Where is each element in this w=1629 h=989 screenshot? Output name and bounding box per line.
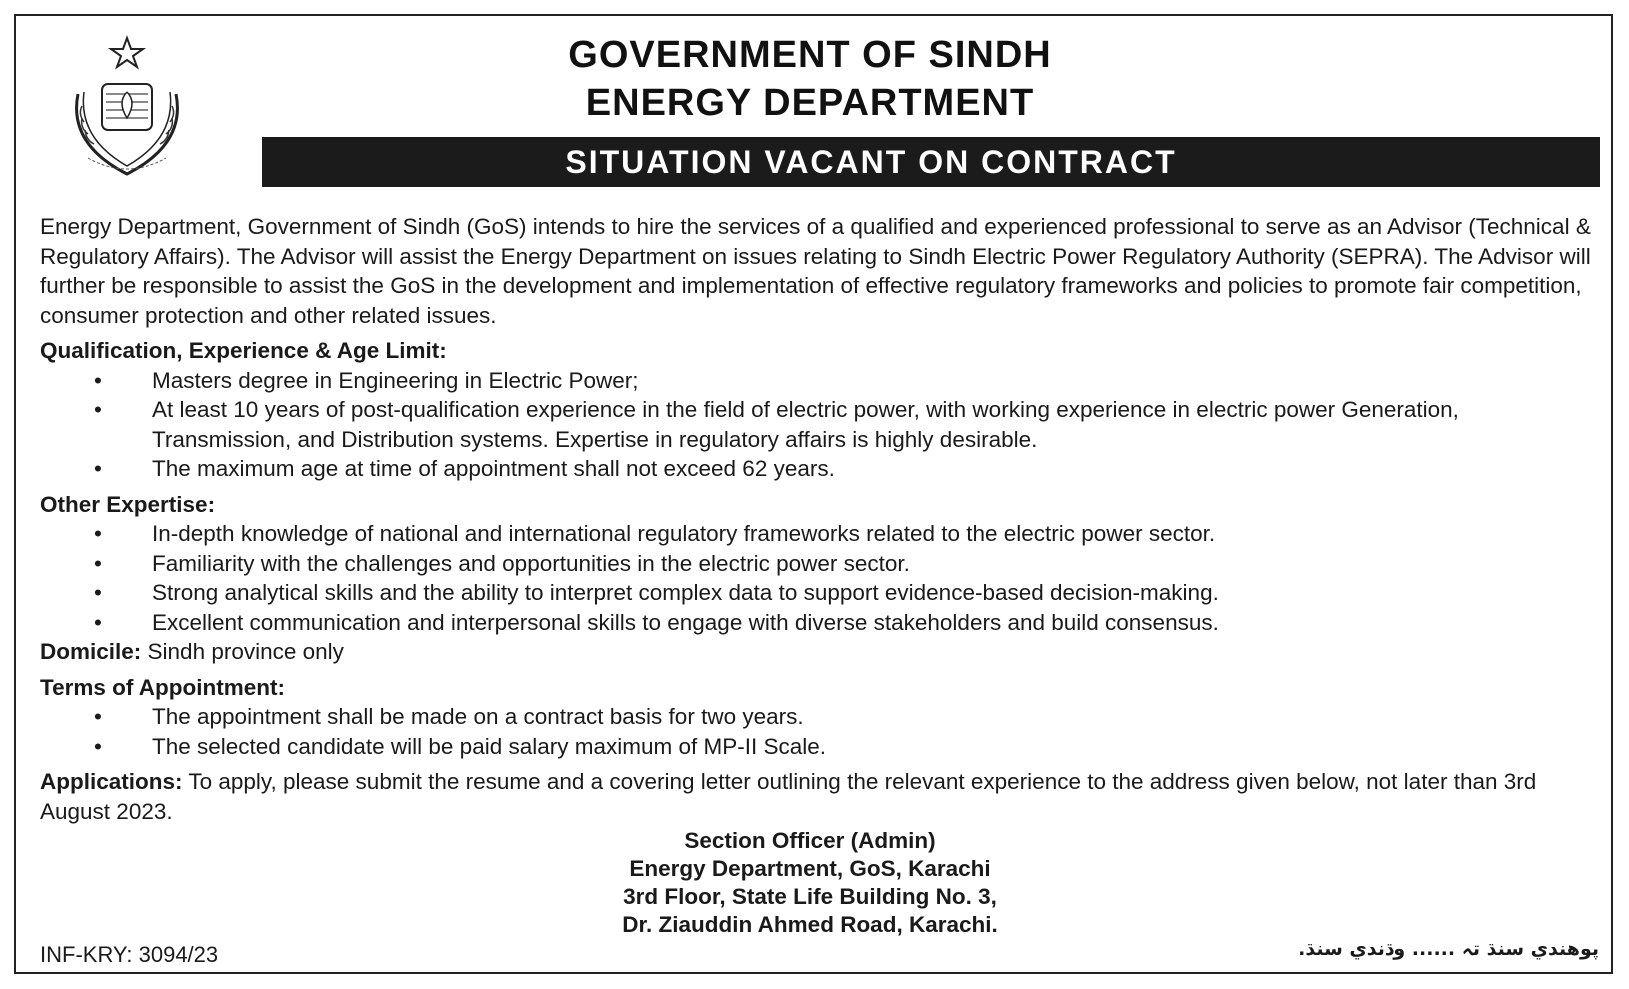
terms-list (40, 702, 1600, 761)
list-item: • Masters degree in Engineering in Electric Power; (40, 366, 1600, 396)
contact-address (440, 827, 1180, 939)
urdu-slogan: پوهندي سنڌ تہ ...... وڌندي سنڌ. (1298, 938, 1599, 960)
domicile-value: Sindh province only (141, 639, 344, 664)
applications-label: Applications: (40, 769, 183, 794)
header-title-line1: GOVERNMENT OF SINDH (568, 34, 1052, 76)
applications-paragraph (40, 767, 1600, 826)
expertise-heading: Other Expertise: (40, 491, 216, 517)
expertise-list (40, 519, 1600, 637)
government-of-sindh-seal-icon (48, 34, 206, 182)
address-line: Energy Department, GoS, Karachi (629, 856, 991, 881)
address-line: 3rd Floor, State Life Building No. 3, (623, 884, 997, 909)
qualification-list (40, 366, 1600, 484)
list-item: • The selected candidate will be paid salary maximum of MP-II Scale. (40, 732, 1600, 762)
reference-number: INF-KRY: 3094/23 (40, 942, 219, 967)
list-item: • The maximum age at time of appointment shall not exceed 62 years. (40, 454, 1600, 484)
address-line: Dr. Ziauddin Ahmed Road, Karachi. (622, 912, 998, 937)
list-item: • Familiarity with the challenges and opportunities in the electric power sector. (40, 549, 1600, 579)
advertisement-body (40, 212, 1600, 826)
applications-text: To apply, please submit the resume and a covering letter outlining the relevant experience to the address given below, not later than 3rd August 2023. (40, 769, 1537, 824)
list-item: • The appointment shall be made on a contract basis for two years. (40, 702, 1600, 732)
list-item: • Excellent communication and interpersonal skills to engage with diverse stakeholders and build consensus. (40, 608, 1600, 638)
header-title-line2: ENERGY DEPARTMENT (585, 82, 1035, 124)
domicile-label: Domicile: (40, 639, 142, 664)
intro-paragraph: Energy Department, Government of Sindh (GoS) intends to hire the services of a qualified and experienced professional to serve as an Advisor (Technical & Regulatory Affairs). The Advisor will assist the Energy Department on issues relating to Sindh Electric Power Regulatory Authority (SEPRA). The Advisor will further be responsible to assist the GoS in the development and implementation of effective regulatory frameworks and policies to promote fair competition, consumer protection and other related issues. (40, 214, 1591, 328)
header-banner (262, 137, 1600, 187)
domicile-line (40, 637, 1600, 667)
qualification-heading: Qualification, Experience & Age Limit: (40, 338, 447, 363)
list-item: • In-depth knowledge of national and international regulatory frameworks related to the electric power sector. (40, 519, 1600, 549)
list-item: • At least 10 years of post-qualification experience in the field of electric power, with working experience in electric power Generation, Transmission, and Distribution systems. Expertise in regulatory affairs is highly desirable. (40, 395, 1600, 454)
list-item: • Strong analytical skills and the ability to interpret complex data to support evidence-based decision-making. (40, 578, 1600, 608)
terms-heading: Terms of Appointment: (40, 674, 285, 700)
address-line: Section Officer (Admin) (684, 828, 936, 853)
banner-text: SITUATION VACANT ON CONTRACT (565, 143, 1177, 180)
